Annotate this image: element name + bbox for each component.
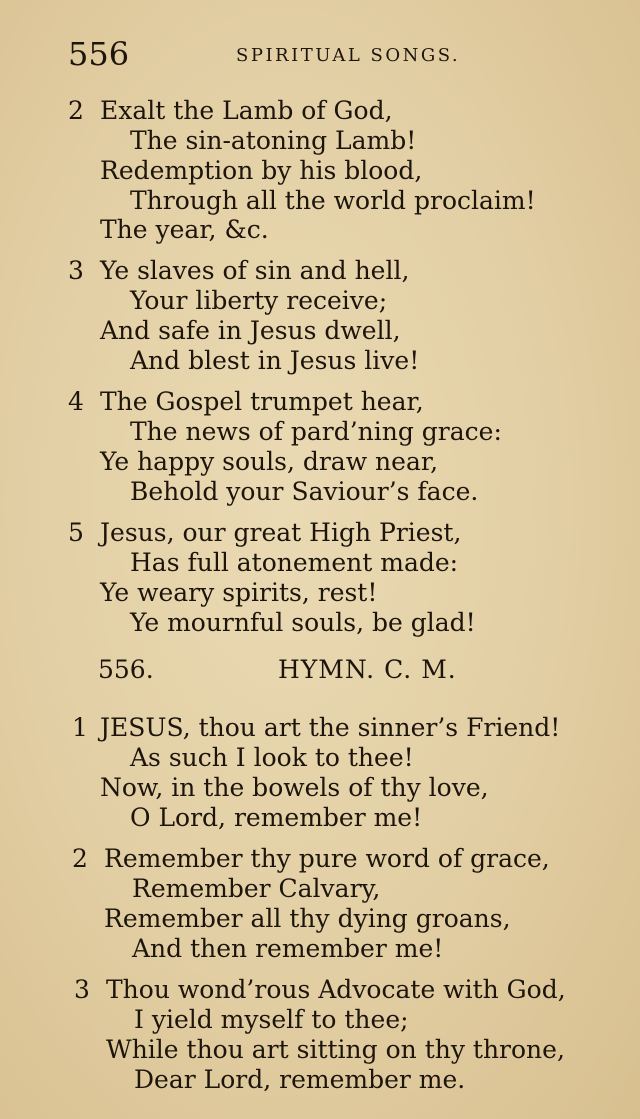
verse-line: The news of pard’ning grace:	[130, 417, 502, 446]
stanza-number: 3	[68, 256, 84, 285]
hymn-number: 556.	[98, 655, 154, 684]
verse-line: And then remember me!	[132, 934, 444, 963]
verse-line: Remember Calvary,	[132, 874, 381, 903]
verse-line: JESUS, thou art the sinner’s Friend!	[100, 713, 561, 742]
stanza-number: 2	[72, 844, 88, 873]
verse-line: And safe in Jesus dwell,	[100, 316, 401, 345]
verse-line: The sin-atoning Lamb!	[130, 126, 417, 155]
verse-line: O Lord, remember me!	[130, 803, 423, 832]
verse-line: As such I look to thee!	[130, 743, 414, 772]
verse-line: I yield myself to thee;	[134, 1005, 409, 1034]
verse-line: Dear Lord, remember me.	[134, 1065, 466, 1094]
stanza-number: 3	[74, 975, 90, 1004]
stanza-number: 2	[68, 96, 84, 125]
page-header	[68, 36, 488, 76]
verse-line: While thou art sitting on thy throne,	[106, 1035, 565, 1064]
running-title: SPIRITUAL SONGS.	[236, 45, 461, 66]
verse-line: Ye mournful souls, be glad!	[130, 608, 476, 637]
verse-line: Jesus, our great High Priest,	[100, 518, 462, 547]
verse-line: Now, in the bowels of thy love,	[100, 773, 489, 802]
stanza-number: 1	[72, 713, 88, 742]
verse-line: Remember thy pure word of grace,	[104, 844, 550, 873]
verse-line: The year, &c.	[100, 215, 269, 244]
verse-line: Your liberty receive;	[130, 286, 388, 315]
verse-line: The Gospel trumpet hear,	[100, 387, 424, 416]
verse-line: Ye slaves of sin and hell,	[100, 256, 410, 285]
verse-line: Behold your Saviour’s face.	[130, 477, 479, 506]
verse-line: Remember all thy dying groans,	[104, 904, 511, 933]
verse-line: Has full atonement made:	[130, 548, 459, 577]
hymn-heading	[98, 654, 478, 688]
verse-line: And blest in Jesus live!	[130, 346, 420, 375]
page-number: 556	[68, 35, 130, 73]
verse-line: Through all the world proclaim!	[130, 186, 536, 215]
verse-line: Ye happy souls, draw near,	[100, 447, 439, 476]
verse-line: Exalt the Lamb of God,	[100, 96, 393, 125]
verse-line: Thou wond’rous Advocate with God,	[106, 975, 566, 1004]
stanza-number: 4	[68, 387, 84, 416]
verse-line: Redemption by his blood,	[100, 156, 423, 185]
stanza-number: 5	[68, 518, 84, 547]
hymn-title: HYMN. C. M.	[278, 655, 457, 684]
verse-line: Ye weary spirits, rest!	[100, 578, 378, 607]
